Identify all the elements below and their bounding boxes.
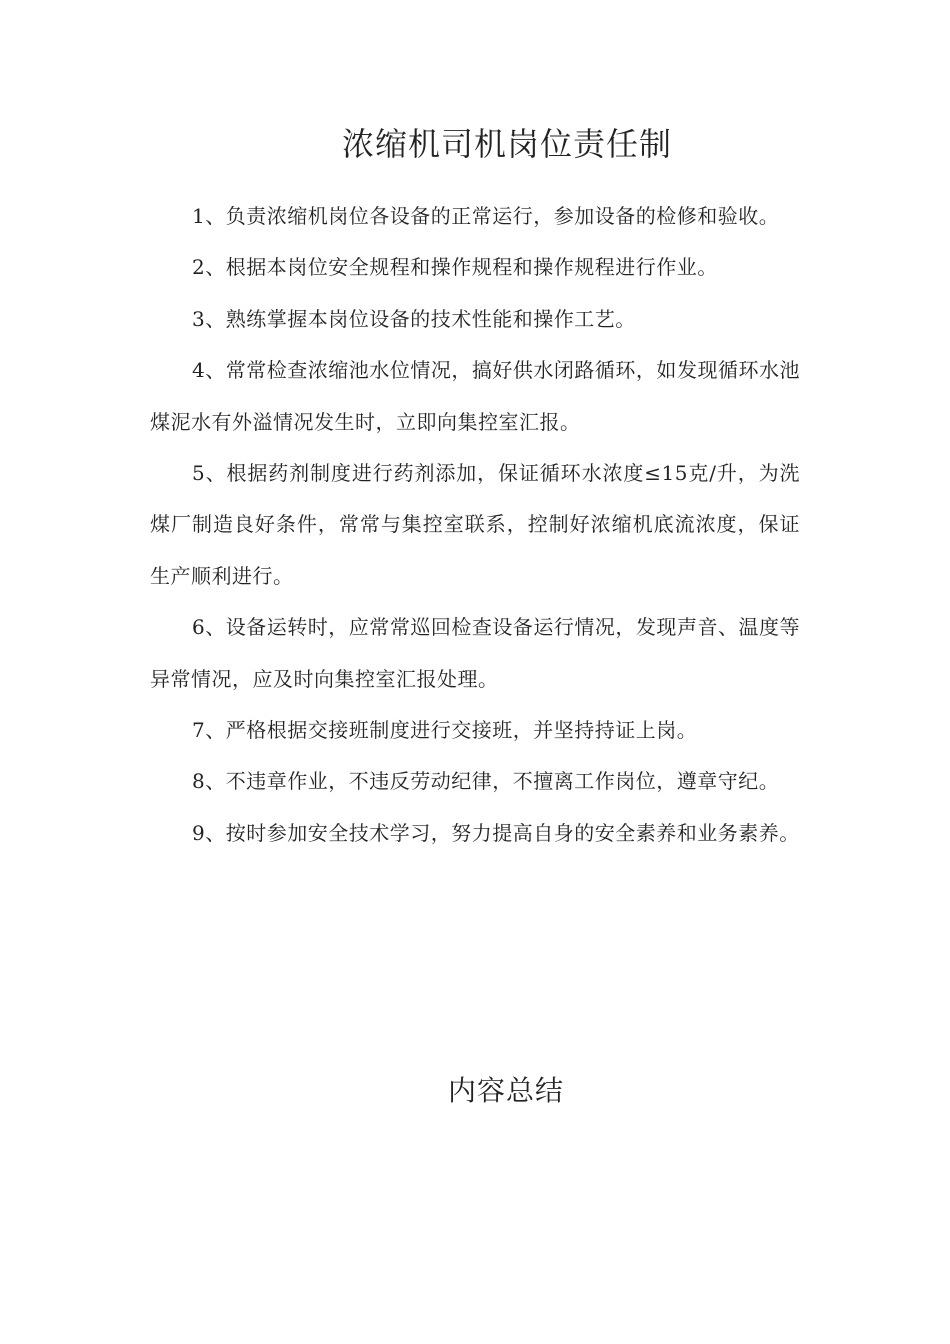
paragraph-4: 4、常常检查浓缩池水位情况，搞好供水闭路循环，如发现循环水池煤泥水有外溢情况发生时，立即向集控室汇报。 <box>150 358 800 434</box>
document-title: 浓缩机司机岗位责任制 <box>341 125 672 163</box>
paragraph-2: 2、根据本岗位安全规程和操作规程和操作规程进行作业。 <box>192 255 718 280</box>
paragraph-8: 8、不违章作业，不违反劳动纪律，不擅离工作岗位，遵章守纪。 <box>192 769 780 794</box>
paragraph-1: 1、负责浓缩机岗位各设备的正常运行，参加设备的检修和验收。 <box>192 204 780 228</box>
paragraph-6: 6、设备运转时，应常常巡回检查设备运行情况，发现声音、温度等异常情况，应及时向集控室汇报处理。 <box>150 615 800 691</box>
summary-heading: 内容总结 <box>448 1074 565 1107</box>
paragraph-3: 3、熟练掌握本岗位设备的技术性能和操作工艺。 <box>192 306 636 331</box>
paragraph-5: 5、根据药剂制度进行药剂添加，保证循环水浓度≤15克/升，为洗煤厂制造良好条件，常常与集控室联系，控制好浓缩机底流浓度，保证生产顺利进行。 <box>150 461 800 588</box>
paragraph-9: 9、按时参加安全技术学习，努力提高自身的安全素养和业务素养。 <box>192 820 800 845</box>
document-body <box>150 191 800 859</box>
paragraph-7: 7、严格根据交接班制度进行交接班，并坚持持证上岗。 <box>192 718 698 743</box>
